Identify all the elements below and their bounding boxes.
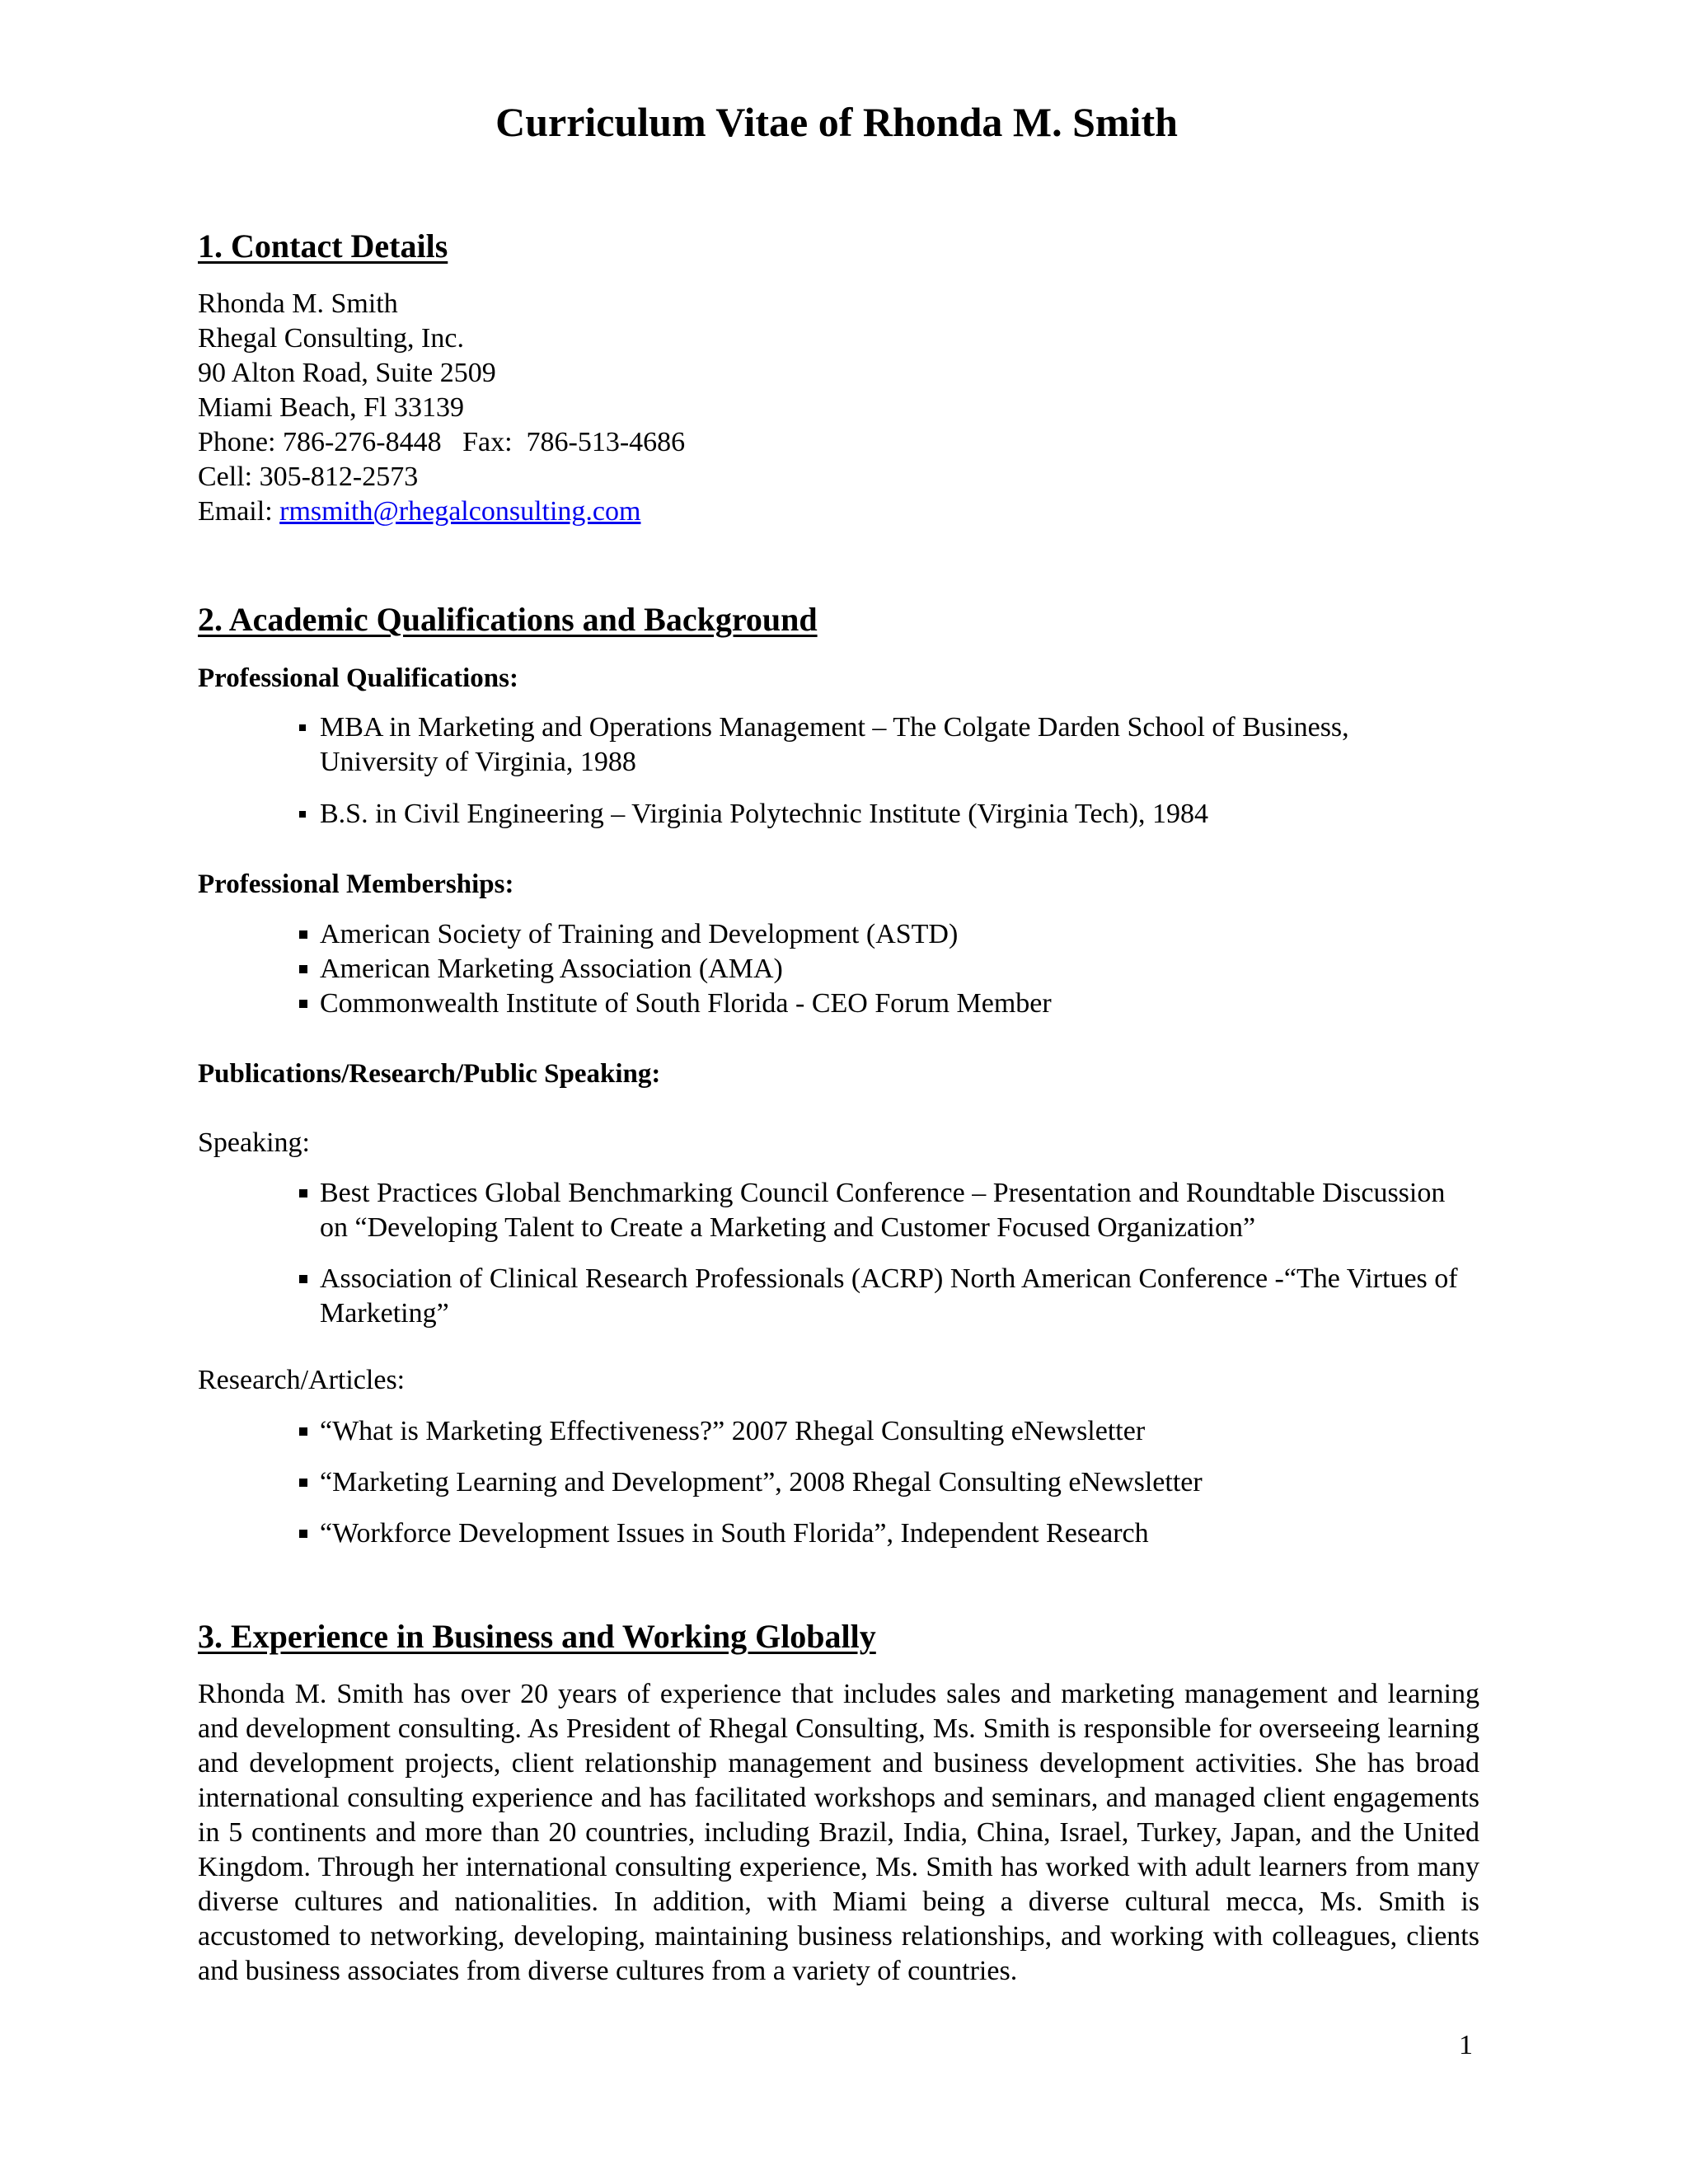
experience-heading: 3. Experience in Business and Working Globally	[198, 1618, 876, 1655]
experience-paragraph: Rhonda M. Smith has over 20 years of experience that includes sales and marketing management and learning and development consulting. As President of Rhegal Consulting, Ms. Smith is responsible for overseeing learning and development projects, client relationship management and business development activities. She has broad international consulting experience and has facilitated workshops and seminars, and managed client engagements in 5 continents and more than 20 countries, including Brazil, India, China, Israel, Turkey, Japan, and the United Kingdom. Through her international consulting experience, Ms. Smith has worked with adult learners from many diverse cultures and nationalities. In addition, with Miami being a diverse cultural mecca, Ms. Smith is accustomed to networking, developing, maintaining business relationships, and working with colleagues, clients and business associates from diverse cultures from a variety of countries.	[198, 1679, 1479, 1986]
speaking-item: Association of Clinical Research Professionals (ACRP) North American Conference -“The Virtues of Marketing”	[320, 1262, 1474, 1331]
bullet-icon	[299, 1479, 307, 1487]
bullet-icon	[299, 1000, 307, 1008]
page-number: 1	[1459, 2030, 1473, 2060]
bullet-icon	[299, 1530, 307, 1538]
contact-phone-fax: Phone: 786-276-8448 Fax: 786-513-4686	[198, 427, 686, 457]
research-label: Research/Articles:	[198, 1365, 406, 1395]
contact-email-line	[198, 494, 685, 529]
document-page	[198, 0, 1479, 2184]
email-link[interactable]: rmsmith@rhegalconsulting.com	[279, 496, 641, 527]
bullet-icon	[299, 965, 307, 973]
email-label: Email:	[198, 496, 280, 527]
research-item: “What is Marketing Effectiveness?” 2007 Rhegal Consulting eNewsletter	[320, 1414, 1474, 1449]
document-title: Curriculum Vitae of Rhonda M. Smith	[495, 99, 1178, 145]
contact-company: Rhegal Consulting, Inc.	[198, 323, 464, 354]
membership-item: American Society of Training and Development (ASTD)	[320, 917, 1474, 952]
bullet-icon	[299, 811, 306, 818]
bullet-icon	[299, 930, 307, 939]
professional-memberships-heading: Professional Memberships:	[198, 869, 514, 899]
bullet-icon	[299, 1189, 307, 1197]
speaking-label: Speaking:	[198, 1127, 310, 1158]
publications-heading: Publications/Research/Public Speaking:	[198, 1059, 661, 1089]
membership-item: American Marketing Association (AMA)	[320, 952, 1474, 987]
bullet-icon	[299, 724, 306, 731]
contact-cell: Cell: 305-812-2573	[198, 462, 419, 492]
contact-name: Rhonda M. Smith	[198, 288, 398, 319]
research-item: “Workforce Development Issues in South Florida”, Independent Research	[320, 1516, 1474, 1551]
contact-details-heading: 1. Contact Details	[198, 227, 448, 265]
bullet-icon	[299, 1275, 307, 1283]
membership-item: Commonwealth Institute of South Florida - CEO Forum Member	[320, 987, 1474, 1021]
bullet-icon	[299, 1427, 307, 1436]
qualification-item: B.S. in Civil Engineering – Virginia Polytechnic Institute (Virginia Tech), 1984	[320, 797, 1474, 832]
academic-qualifications-heading: 2. Academic Qualifications and Background	[198, 601, 818, 638]
contact-address-line-2: Miami Beach, Fl 33139	[198, 392, 464, 423]
qualification-item: MBA in Marketing and Operations Management – The Colgate Darden School of Business, University of Virginia, 1988	[320, 710, 1474, 780]
research-item: “Marketing Learning and Development”, 2008 Rhegal Consulting eNewsletter	[320, 1465, 1474, 1500]
speaking-item: Best Practices Global Benchmarking Council Conference – Presentation and Roundtable Discussion on “Developing Talent to Create a Marketing and Customer Focused Organization”	[320, 1176, 1474, 1245]
professional-qualifications-heading: Professional Qualifications:	[198, 663, 518, 693]
contact-details-block	[198, 287, 685, 529]
contact-address-line-1: 90 Alton Road, Suite 2509	[198, 358, 496, 388]
